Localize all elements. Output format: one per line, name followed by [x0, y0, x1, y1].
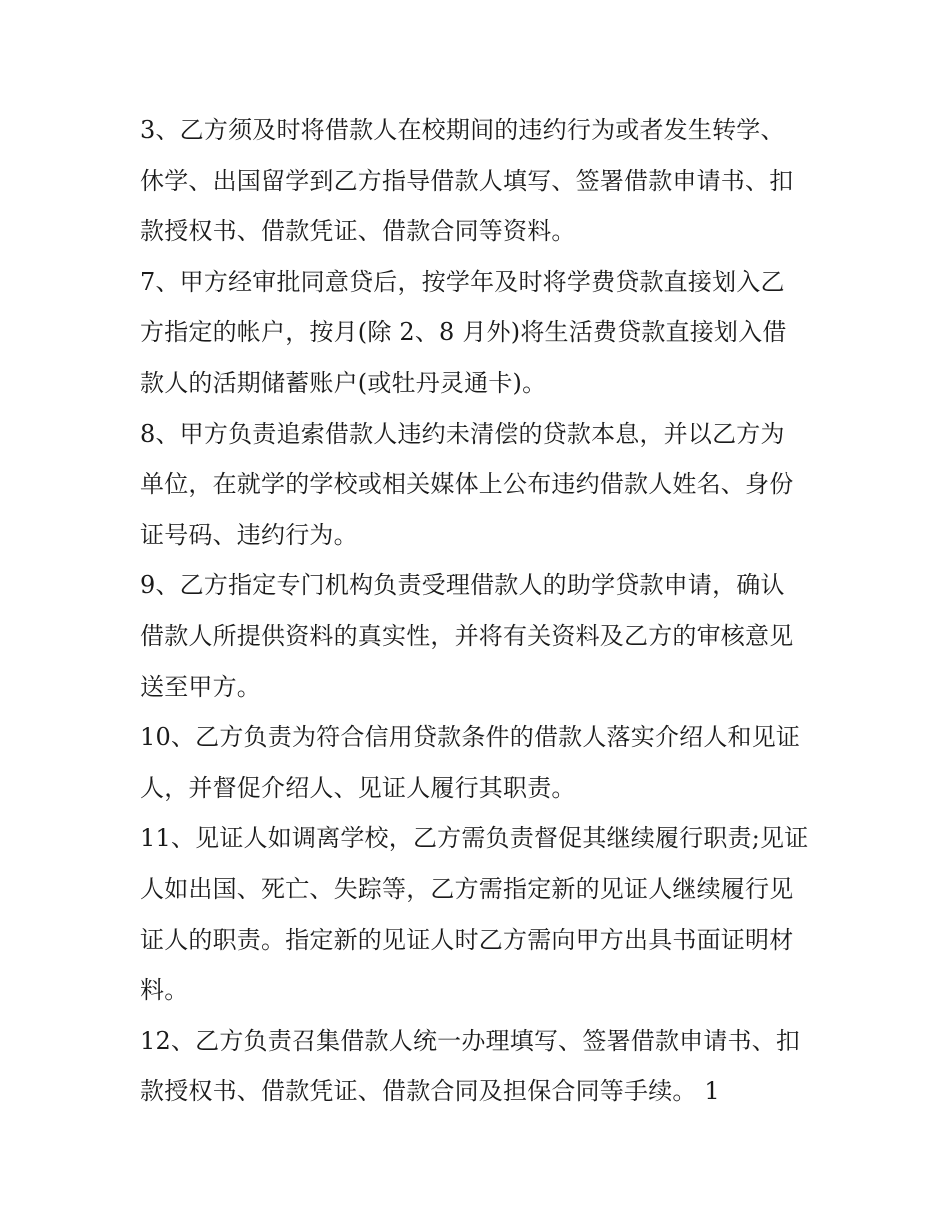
text-line: 送至甲方。 [140, 672, 261, 701]
clause-7-paragraph [140, 257, 830, 409]
text-line: 证人的职责。指定新的见证人时乙方需向甲方出具书面证明材 [140, 925, 794, 954]
text-line: 料。 [140, 976, 189, 1005]
clause-10-paragraph [140, 712, 830, 813]
text-line: 10、乙方负责为符合信用贷款条件的借款人落实介绍人和见证 [140, 723, 801, 752]
text-line: 8、甲方负责追索借款人违约未清偿的贷款本息，并以乙方为 [140, 419, 785, 448]
text-line: 人如出国、死亡、失踪等，乙方需指定新的见证人继续履行见 [140, 874, 794, 903]
clause-12-paragraph [140, 1016, 830, 1117]
text-line: 单位，在就学的学校或相关媒体上公布违约借款人姓名、身份 [140, 470, 794, 499]
text-line: 11、见证人如调离学校，乙方需负责督促其继续履行职责;见证 [140, 824, 809, 853]
clause-11-paragraph [140, 813, 830, 1015]
text-line: 款授权书、借款凭证、借款合同等资料。 [140, 217, 576, 246]
text-line: 休学、出国留学到乙方指导借款人填写、签署借款申请书、扣 [140, 166, 794, 195]
clause-9-paragraph [140, 560, 830, 712]
text-line: 方指定的帐户，按月(除 2、8 月外)将生活费贷款直接划入借 [140, 318, 787, 347]
text-line: 12、乙方负责召集借款人统一办理填写、签署借款申请书、扣 [140, 1026, 801, 1055]
text-line: 7、甲方经审批同意贷后，按学年及时将学费贷款直接划入乙 [140, 267, 785, 296]
text-line: 款人的活期储蓄账户(或牡丹灵通卡)。 [140, 368, 547, 397]
clause-8-paragraph [140, 409, 830, 561]
clause-3-paragraph [140, 105, 830, 257]
document-body [140, 105, 830, 1117]
text-line: 证号码、违约行为。 [140, 520, 358, 549]
text-line: 3、乙方须及时将借款人在校期间的违约行为或者发生转学、 [140, 116, 785, 144]
text-line: 借款人所提供资料的真实性，并将有关资料及乙方的审核意见 [140, 621, 794, 650]
text-line: 9、乙方指定专门机构负责受理借款人的助学贷款申请，确认 [140, 571, 785, 600]
text-line: 款授权书、借款凭证、借款合同及担保合同等手续。 1 [140, 1077, 720, 1106]
text-line: 人，并督促介绍人、见证人履行其职责。 [140, 773, 576, 802]
